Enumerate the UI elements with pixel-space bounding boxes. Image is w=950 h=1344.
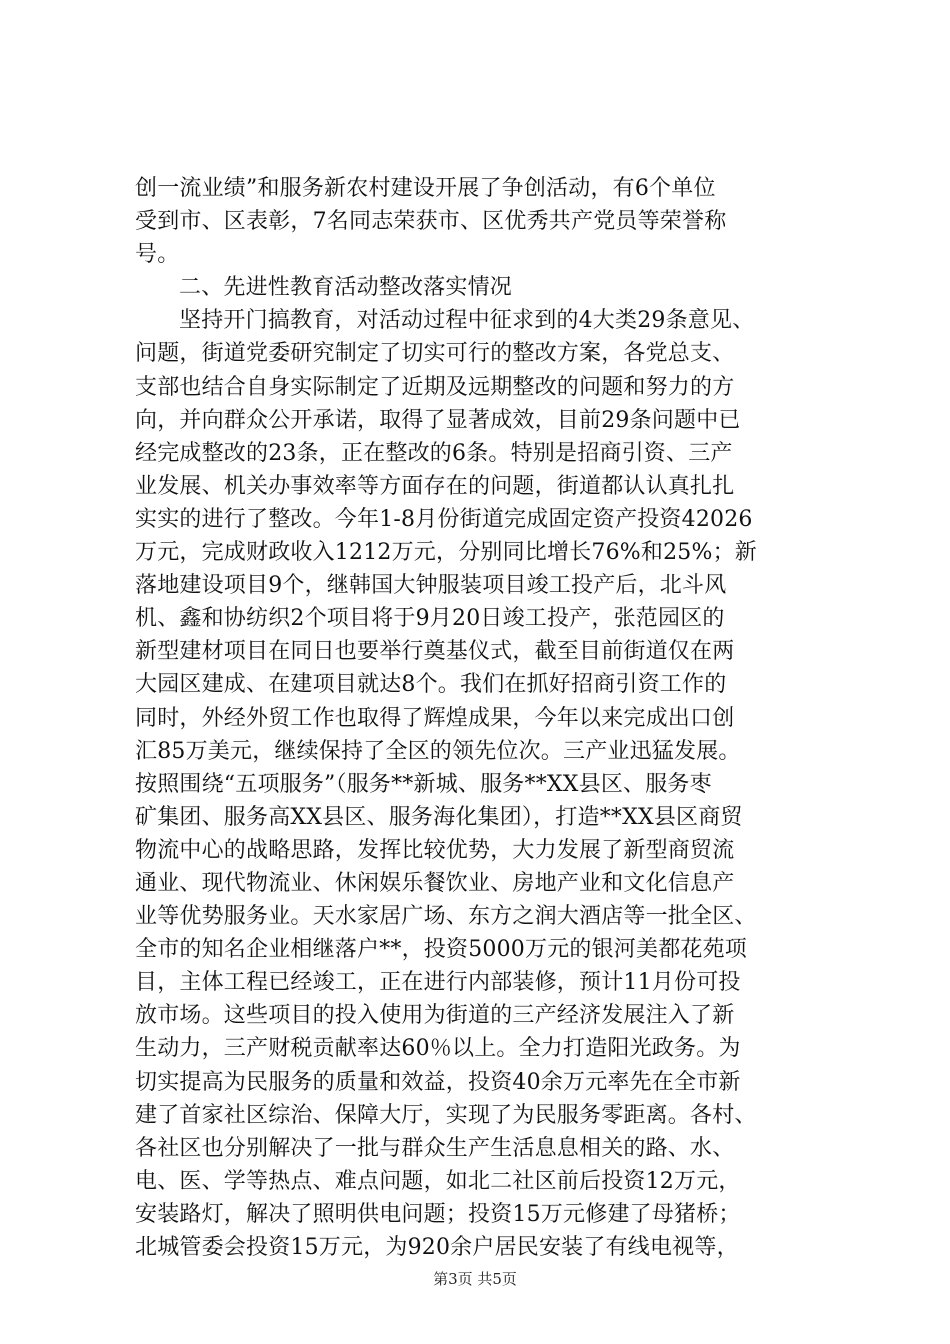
text-line: 各社区也分别解决了一批与群众生产生活息息相关的路、水、: [135, 1135, 735, 1161]
text-line: 汇85万美元，继续保持了全区的领先位次。三产业迅猛发展。: [135, 738, 741, 764]
text-line: 建了首家社区综治、保障大厅，实现了为民服务零距离。各村、: [135, 1102, 757, 1128]
text-line: 放市场。这些项目的投入使用为街道的三产经济发展注入了新: [135, 1003, 735, 1029]
text-line: 万元，完成财政收入1212万元，分别同比增长76%和25%；新: [135, 540, 757, 566]
text-line: 矿集团、服务高XX县区、服务海化集团），打造**XX县区商贸: [135, 804, 743, 830]
page-number-footer: 第3页 共5页: [433, 1270, 517, 1288]
paragraph-first-line: 坚持开门搞教育，对活动过程中征求到的4大类29条意见、: [179, 308, 755, 334]
text-line: 北城管委会投资15万元，为920余户居民安装了有线电视等，: [135, 1235, 739, 1260]
text-line: 同时，外经外贸工作也取得了辉煌成果，今年以来完成出口创: [135, 705, 735, 731]
text-line: 业等优势服务业。天水家居广场、东方之润大酒店等一批全区、: [135, 904, 757, 930]
text-line: 向，并向群众公开承诺，取得了显著成效，目前29条问题中已: [135, 407, 741, 433]
text-line: 问题，街道党委研究制定了切实可行的整改方案，各党总支、: [135, 341, 735, 367]
text-line: 经完成整改的23条，正在整改的6条。特别是招商引资、三产: [135, 440, 733, 466]
text-line: 落地建设项目9个，继韩国大钟服装项目竣工投产后，北斗风: [135, 573, 727, 599]
text-line: 创一流业绩”和服务新农村建设开展了争创活动，有6个单位: [135, 176, 716, 201]
text-line: 机、鑫和协纺织2个项目将于9月20日竣工投产，张范园区的: [135, 606, 725, 632]
text-line: 目，主体工程已经竣工，正在进行内部装修，预计11月份可投: [135, 970, 741, 996]
text-line: 安装路灯，解决了照明供电问题；投资15万元修建了母猪桥；: [135, 1201, 741, 1227]
text-line: 支部也结合自身实际制定了近期及远期整改的问题和努力的方: [135, 374, 735, 400]
text-line: 业发展、机关办事效率等方面存在的问题，街道都认认真扎扎: [135, 473, 735, 499]
text-line: 按照围绕“五项服务”（服务**新城、服务**XX县区、服务枣: [135, 771, 712, 797]
text-line: 新型建材项目在同日也要举行奠基仪式，截至目前街道仅在两: [135, 639, 735, 665]
text-line: 实实的进行了整改。今年1-8月份街道完成固定资产投资42026: [135, 506, 753, 532]
text-line: 受到市、区表彰，7名同志荣获市、区优秀共产党员等荣誉称: [135, 209, 727, 235]
text-line: 通业、现代物流业、休闲娱乐餐饮业、房地产业和文化信息产: [135, 870, 735, 896]
text-line: 大园区建成、在建项目就达8个。我们在抓好招商引资工作的: [135, 672, 727, 698]
text-line: 物流中心的战略思路，发挥比较优势，大力发展了新型商贸流: [135, 837, 735, 863]
section-heading: 二、先进性教育活动整改落实情况: [179, 275, 513, 301]
text-line: 切实提高为民服务的质量和效益，投资40余万元率先在全市新: [135, 1069, 741, 1095]
document-body: [135, 172, 835, 1264]
text-line: 号。: [135, 242, 180, 268]
text-line: 电、医、学等热点、难点问题，如北二社区前后投资12万元，: [135, 1168, 741, 1194]
text-line: 生动力，三产财税贡献率达60％以上。全力打造阳光政务。为: [135, 1036, 741, 1062]
text-line: 全市的知名企业相继落户**，投资5000万元的银河美都花苑项: [135, 937, 747, 963]
